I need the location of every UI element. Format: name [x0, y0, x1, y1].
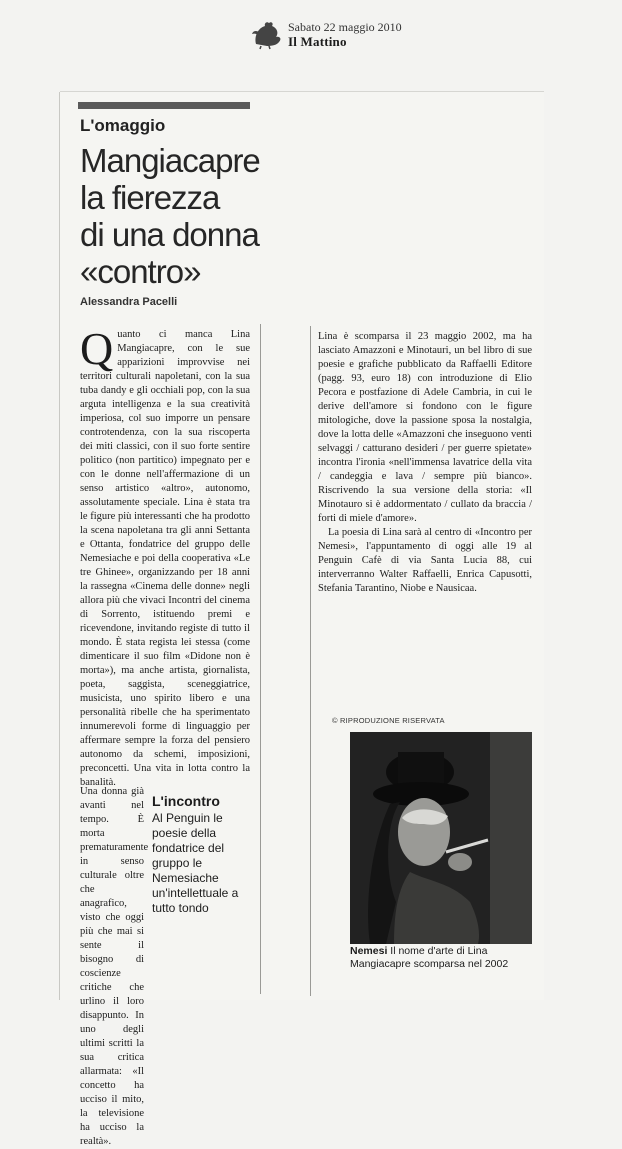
box-text: Al Penguin le poesie della fondatrice del gruppo le Nemesiache un'intellettuale a tutto tondo	[152, 811, 239, 915]
section-bar	[78, 102, 250, 109]
article-column-2	[318, 330, 532, 596]
caption-title: Nemesi	[350, 945, 388, 957]
headline-line: di una donna	[80, 216, 259, 253]
portrait-photo	[350, 732, 532, 944]
headline-line: Mangiacapre	[80, 142, 260, 179]
article-column-1	[80, 323, 250, 790]
photo-caption	[350, 945, 540, 971]
masthead	[250, 18, 430, 52]
portrait-image	[350, 732, 532, 944]
body-paragraph: Lina è scomparsa il 23 maggio 2002, ma ha lasciato Amazzoni e Minotauri, un bel libro di sue poesie e grafiche pubblicato da Raffaelli Editore (pagg. 93, euro 18) con introduzione di Elio Pecora e postfazione di Adele Cambria, in cui le derive dell'amore si fondono con le figure mitologiche, dove la passione sposa la nostalgia, dove la lotta delle «Amazzoni che inseguono venti selvaggi / catturano desideri / per guerre spietate» incontra l'ironia «nell'immensa lavatrice della vita / candeggia e lava / sempre più bianco». Riscrivendo la sua versione della storia: «Il Minotauro si è addormentato / cullato da braccia / forti di miele d'amore».	[318, 331, 532, 524]
article-clipping	[60, 92, 544, 1147]
headline	[80, 142, 280, 290]
caption-text: Il nome d'arte di Lina Mangiacapre scomparsa nel 2002	[350, 945, 509, 970]
article-column-1-continued	[80, 785, 149, 1149]
masthead-date: Sabato 22 maggio 2010	[288, 20, 402, 34]
reproduction-notice: © RIPRODUZIONE RISERVATA	[332, 716, 445, 725]
body-text: uanto ci manca Lina Mangiacapre, con le sue apparizioni improvvise nei territori culturali napoletani, con la sua tuba dandy e gli occhiali pop, con la sua arguta intelligenza e la sua creatività imperiosa, col suo imporre un pensare controtendenza, con la sua riscoperta dei miti classici, con il suo forte sentire politico (non partitico) impegnato per e con le donne nell'affermazione di un senso artistico «altro», autonomo, assolutamente speciale. Lina è stata tra le figure più interessanti che ha prodotto la scena napoletana tra gli anni Settanta e Ottanta, fondatrice del gruppo delle Nemesiache e poi della cooperativa «Le tre Ghinee», organizzando per 18 anni la rassegna «Cinema delle donne» negli allora più che vivaci Incontri del cinema di Sorrento, istituendo premi e ricevendone, invitando registe di tutto il mondo. È stata regista lei stessa (come dimenticare il suo film «Didone non è morta»), ma anche artista, giornalista, poeta, saggista, sceneggiatrice, musicista, uno spirito libero e una personalità ribelle che ha sperimentato innumerevoli forme di linguaggio per affermare sempre la forza del pensiero autonomo da schemi, imposizioni, preconcetti. Una vita in lotta contro la banalità.	[80, 329, 250, 788]
masthead-name: Il Mattino	[288, 34, 347, 49]
incontro-box	[152, 793, 252, 916]
byline: Alessandra Pacelli	[80, 296, 178, 308]
column-divider	[310, 326, 311, 996]
drop-cap: Q	[80, 323, 114, 374]
section-label: L'omaggio	[80, 116, 166, 135]
box-title: L'incontro	[152, 793, 220, 809]
headline-line: la fierezza	[80, 179, 220, 216]
body-text: Una donna già avanti nel tempo. È morta prematuramente in senso culturale oltre che anagrafico, visto che oggi più che mai si sente il bisogno di coscienze critiche che urlino il loro disappunto. In uno degli ultimi scritti la sua critica allarmata: «Il concetto ha ucciso il mito, la televisione ha ucciso la realtà».	[80, 786, 149, 1147]
column-divider	[260, 324, 261, 994]
headline-line: «contro»	[80, 253, 201, 290]
body-paragraph: La poesia di Lina sarà al centro di «Incontro per Nemesi», l'appuntamento di oggi alle 19 al Penguin Cafè di via Santa Lucia 88, cui interverranno Walter Raffaelli, Enrica Capusotti, Stefania Tarantino, Niobe e Nausicaa.	[318, 527, 532, 594]
rooster-logo-icon	[250, 20, 284, 50]
